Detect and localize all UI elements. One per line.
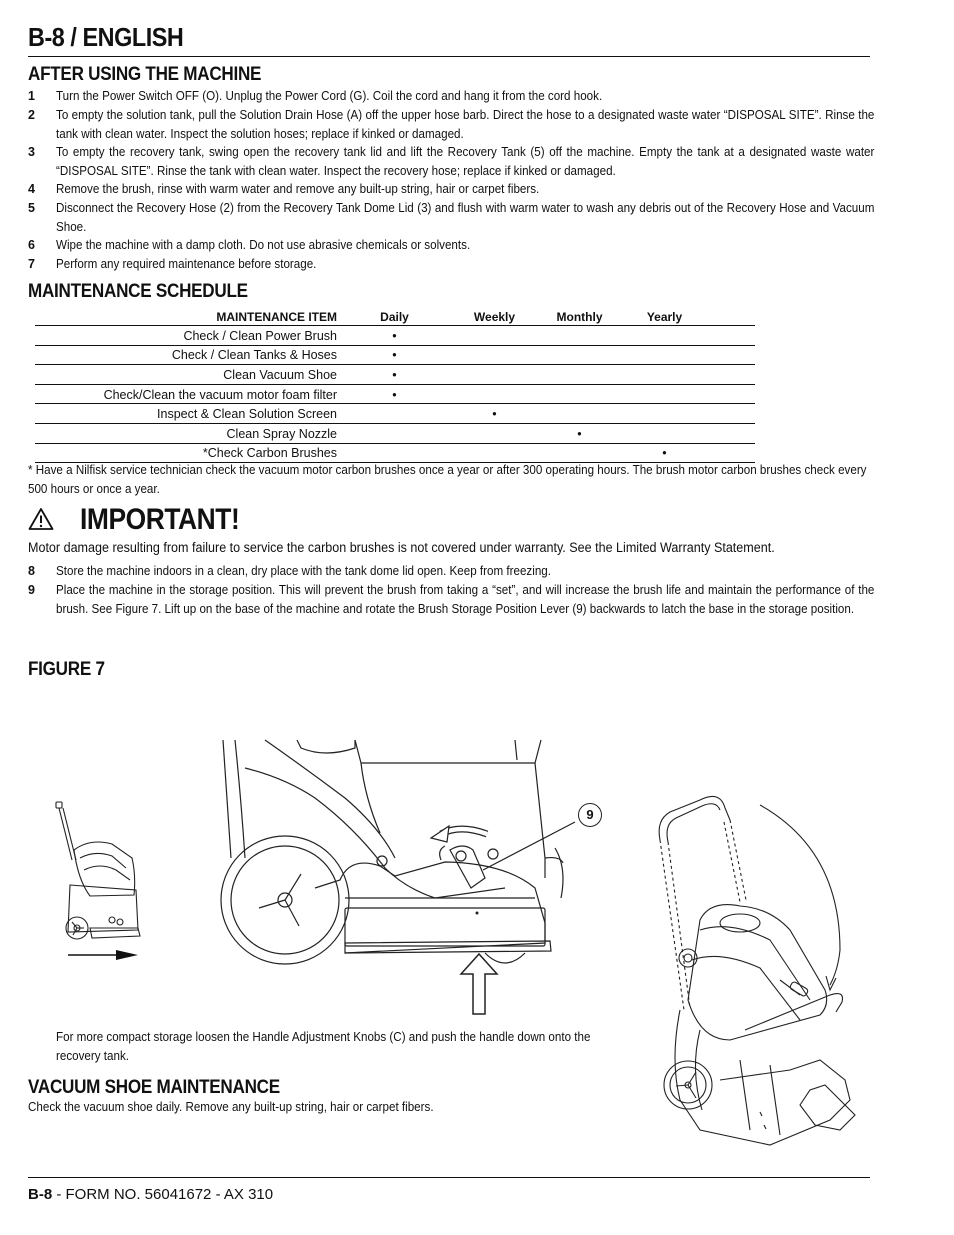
table-row [35,423,755,443]
maintenance-schedule-heading: MAINTENANCE SCHEDULE [28,281,248,302]
schedule-item: Check / Clean Tanks & Hoses [171,348,337,363]
daily-mark: • [392,348,397,363]
daily-mark: • [392,387,397,402]
step-3 [28,143,875,180]
monthly-mark [537,326,622,346]
column-header-weekly: Weekly [473,309,516,324]
monthly-mark [537,443,622,463]
schedule-footnote [28,461,870,499]
step-8 [28,562,870,581]
daily-mark: • [392,328,397,343]
column-header-yearly: Yearly [646,309,683,324]
step-number: 9 [28,583,35,597]
table-row [35,365,755,385]
yearly-mark: • [662,446,667,461]
step-9 [28,581,875,618]
weekly-mark [452,384,537,404]
table-row [35,443,755,463]
footnote-text: * Have a Nilfisk service technician check the vacuum motor carbon brushes once a year or after 300 operating hours. The brush motor carbon brushes check every 500 hours or once a year. [28,463,867,496]
step-number: 4 [28,182,35,196]
machine-thumbnail-illustration [50,800,150,970]
after-using-heading: AFTER USING THE MACHINE [28,64,262,85]
daily-mark: • [392,367,397,382]
step-5 [28,199,875,236]
weekly-mark [452,365,537,385]
table-row [35,384,755,404]
step-text: Remove the brush, rinse with warm water and remove any built-up string, hair or carpet fibers. [56,182,540,196]
maintenance-schedule-table [35,307,755,463]
column-header-item: MAINTENANCE ITEM [216,309,337,324]
title-divider [28,56,870,57]
step-2 [28,106,875,143]
step-7 [28,255,870,274]
step-text: Store the machine indoors in a clean, dry place with the tank dome lid open. Keep from freezing. [56,564,551,578]
yearly-mark [622,326,707,346]
page-title: B-8 / ENGLISH [28,22,184,52]
important-title: IMPORTANT! [80,503,240,536]
footer-form-number: - FORM NO. 56041672 - AX 310 [52,1186,274,1203]
step-1 [28,87,870,106]
yearly-mark [622,384,707,404]
monthly-mark: • [577,426,582,441]
monthly-mark [537,365,622,385]
weekly-mark [452,423,537,443]
table-row [35,404,755,424]
footer-divider [28,1177,870,1178]
callout-9: 9 [578,803,602,827]
monthly-mark [537,404,622,424]
column-header-monthly: Monthly [556,309,603,324]
footer-page-number: B-8 [28,1186,53,1203]
storage-lever-detail-illustration [205,738,595,1018]
vacuum-shoe-text: Check the vacuum shoe daily. Remove any built-up string, hair or carpet fibers. [28,1100,434,1114]
yearly-mark [622,365,707,385]
step-6 [28,236,870,255]
vacuum-shoe-heading: VACUUM SHOE MAINTENANCE [28,1077,280,1098]
daily-mark [337,423,452,443]
step-text: Place the machine in the storage position. This will prevent the brush from taking a “set”, and will increase the brush life and maintain the performance of the brush. See Figure 7. Lift up on the base of the machine and rotate the Brush Storage Position Lever (9) backwards to latch the base in the storage position. [56,583,875,616]
monthly-mark [537,384,622,404]
step-number: 7 [28,257,35,271]
monthly-mark [537,345,622,365]
step-4 [28,180,870,199]
figure-heading: FIGURE 7 [28,659,105,680]
schedule-item: Clean Spray Nozzle [226,426,337,441]
figure-caption-text: For more compact storage loosen the Handle Adjustment Knobs (C) and push the handle down onto the recovery tank. [56,1030,591,1063]
weekly-mark [452,345,537,365]
schedule-item: Inspect & Clean Solution Screen [157,407,337,422]
table-row [35,326,755,346]
step-text: Turn the Power Switch OFF (O). Unplug the Power Cord (G). Coil the cord and hang it from the cord hook. [56,89,603,103]
step-text: Disconnect the Recovery Hose (2) from the Recovery Tank Dome Lid (3) and flush with warm water to wash any debris out of the Recovery Hose and Vacuum Shoe. [56,201,875,234]
page-footer [28,1186,273,1203]
step-number: 3 [28,145,35,159]
weekly-mark [452,326,537,346]
step-text: To empty the solution tank, pull the Solution Drain Hose (A) off the upper hose barb. Direct the hose to a designated waste water “DISPOSAL SITE”. Rinse the tank with clean water. Inspect the solution hoses; replace if kinked or damaged. [56,108,875,141]
column-header-daily: Daily [380,309,409,324]
table-row [35,345,755,365]
yearly-mark [622,423,707,443]
step-number: 8 [28,564,35,578]
warning-triangle-icon [28,505,54,539]
weekly-mark [452,443,537,463]
table-header-row [35,307,755,326]
schedule-item: Check / Clean Power Brush [183,328,337,343]
schedule-item: *Check Carbon Brushes [202,446,337,461]
important-text: Motor damage resulting from failure to service the carbon brushes is not covered under warranty. See the Limited Warranty Statement. [28,540,775,555]
figure-caption [56,1028,656,1066]
yearly-mark [622,404,707,424]
weekly-mark: • [492,407,497,422]
step-number: 6 [28,238,35,252]
yearly-mark [622,345,707,365]
schedule-item: Clean Vacuum Shoe [223,367,337,382]
step-text: Wipe the machine with a damp cloth. Do not use abrasive chemicals or solvents. [56,238,471,252]
step-text: Perform any required maintenance before storage. [56,257,317,271]
machine-storage-position-illustration [640,780,870,1165]
daily-mark [337,443,452,463]
step-number: 5 [28,201,35,215]
daily-mark [337,404,452,424]
step-number: 1 [28,89,35,103]
important-heading [28,503,261,539]
step-number: 2 [28,108,35,122]
step-text: To empty the recovery tank, swing open the recovery tank lid and lift the Recovery Tank (5) off the machine. Empty the tank at a designated waste water “DISPOSAL SITE”. Rinse the tank with clean water. Inspect the recovery hose; replace if kinked or damaged. [56,145,875,178]
schedule-item: Check/Clean the vacuum motor foam filter [103,387,337,402]
